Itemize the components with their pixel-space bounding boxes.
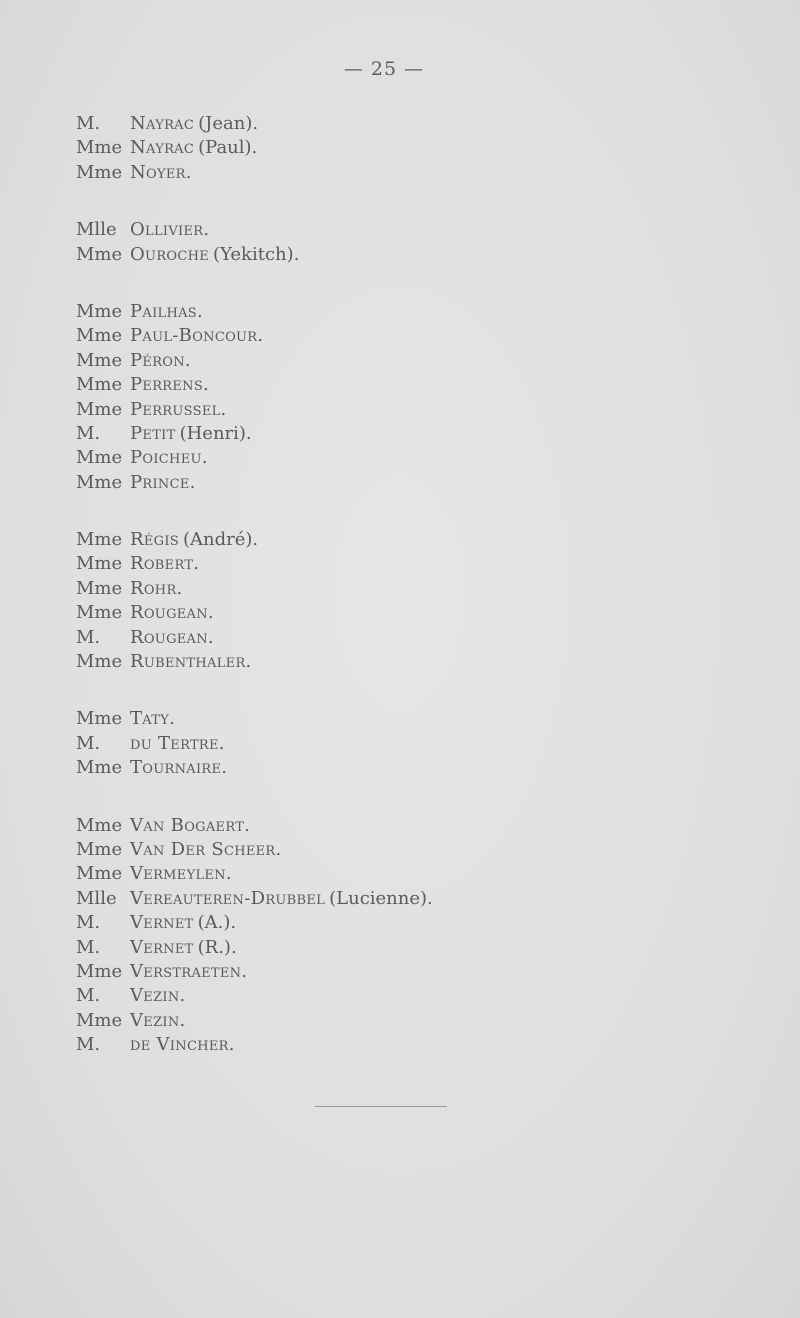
list-entry [76, 528, 776, 552]
entry-surname: Taty. [130, 708, 176, 730]
list-entry [76, 984, 776, 1008]
entry-surname: Van Der Scheer. [130, 838, 282, 860]
entry-title: M. [76, 626, 101, 648]
entry-given-name: (Paul). [198, 137, 258, 159]
name-group [76, 814, 776, 1058]
entry-surname: Petit [130, 422, 176, 444]
list-entry [76, 707, 776, 731]
group-spacer [76, 495, 776, 528]
entry-title: Mme [76, 325, 123, 347]
entry-title: Mme [76, 708, 123, 730]
entry-title: Mme [76, 349, 123, 371]
entry-title: M. [76, 732, 101, 754]
entry-given-name: (André). [182, 529, 259, 551]
entry-surname: Nayrac [130, 137, 195, 159]
entry-title: Mme [76, 960, 123, 982]
entry-title: Mme [76, 529, 123, 551]
entry-surname: Noyer. [130, 161, 192, 183]
entry-title: Mme [76, 814, 123, 836]
entry-surname: Verstraeten. [130, 960, 248, 982]
entry-title: M. [76, 936, 101, 958]
entry-title: Mme [76, 838, 123, 860]
list-entry [76, 960, 776, 984]
list-entry [76, 218, 776, 242]
group-spacer [76, 781, 776, 814]
name-group [76, 528, 776, 674]
entry-surname: Rougean. [130, 602, 214, 624]
entry-title: Mme [76, 757, 123, 779]
entry-title: Mlle [76, 219, 117, 241]
list-entry [76, 373, 776, 397]
entry-given-name: (A.). [197, 912, 237, 934]
list-entry [76, 936, 776, 960]
group-spacer [76, 674, 776, 707]
list-entry [76, 471, 776, 495]
entry-title: Mme [76, 602, 123, 624]
name-group [76, 707, 776, 780]
entry-given-name: (Yekitch). [213, 243, 300, 265]
entry-title: M. [76, 1034, 101, 1056]
entry-surname: Robert. [130, 553, 200, 575]
list-entry [76, 732, 776, 756]
entry-title: Mme [76, 243, 123, 265]
list-entry [76, 887, 776, 911]
member-list [76, 112, 776, 1058]
list-entry [76, 626, 776, 650]
entry-title: Mme [76, 651, 123, 673]
entry-surname: Perrens. [130, 374, 210, 396]
entry-title: M. [76, 113, 101, 134]
name-group [76, 112, 776, 185]
entry-surname: Rubenthaler. [130, 651, 252, 673]
entry-surname: Vezin. [130, 985, 186, 1007]
entry-surname: de Vincher. [130, 1034, 235, 1056]
entry-title: M. [76, 912, 101, 934]
entry-title: Mme [76, 471, 123, 493]
entry-surname: Vezin. [130, 1009, 186, 1031]
entry-surname: Ouroche [130, 243, 210, 265]
entry-title: M. [76, 985, 101, 1007]
entry-surname: Prince. [130, 471, 196, 493]
entry-title: Mme [76, 577, 123, 599]
entry-surname: Rohr. [130, 577, 183, 599]
entry-surname: Van Bogaert. [130, 814, 251, 836]
list-entry [76, 650, 776, 674]
group-spacer [76, 267, 776, 300]
list-entry [76, 349, 776, 373]
list-entry [76, 136, 776, 160]
entry-surname: Vermeylen. [130, 863, 232, 885]
entry-surname: Rougean. [130, 626, 214, 648]
list-entry [76, 300, 776, 324]
entry-title: Mme [76, 137, 123, 159]
entry-surname: Vereauteren-Drubbel [130, 887, 326, 909]
entry-title: Mme [76, 374, 123, 396]
entry-title: Mme [76, 863, 123, 885]
entry-title: Mme [76, 553, 123, 575]
entry-title: Mme [76, 300, 123, 322]
name-group [76, 300, 776, 495]
entry-title: Mme [76, 1009, 123, 1031]
entry-surname: Pailhas. [130, 300, 204, 322]
list-entry [76, 422, 776, 446]
list-entry [76, 398, 776, 422]
list-entry [76, 446, 776, 470]
entry-title: Mlle [76, 887, 117, 909]
end-rule [315, 1106, 447, 1107]
entry-given-name: (R.). [197, 936, 237, 958]
list-entry [76, 577, 776, 601]
entry-title: M. [76, 422, 101, 444]
list-entry [76, 161, 776, 185]
list-entry [76, 552, 776, 576]
entry-surname: Ollivier. [130, 219, 210, 241]
name-group [76, 218, 776, 267]
entry-title: Mme [76, 161, 123, 183]
entry-given-name: (Henri). [179, 422, 252, 444]
entry-title: Mme [76, 398, 123, 420]
entry-surname: Nayrac [130, 113, 195, 134]
list-entry [76, 814, 776, 838]
list-entry [76, 112, 776, 136]
entry-surname: Tournaire. [130, 757, 228, 779]
list-entry [76, 243, 776, 267]
page-number: — 25 — [343, 58, 425, 80]
entry-surname: Perrussel. [130, 398, 227, 420]
list-entry [76, 911, 776, 935]
list-entry [76, 862, 776, 886]
list-entry [76, 756, 776, 780]
entry-surname: Péron. [130, 349, 191, 371]
entry-surname: Vernet [130, 912, 194, 934]
entry-given-name: (Lucienne). [329, 887, 433, 909]
entry-surname: du Tertre. [130, 732, 225, 754]
entry-surname: Paul-Boncour. [130, 325, 264, 347]
list-entry [76, 1009, 776, 1033]
list-entry [76, 601, 776, 625]
entry-surname: Régis [130, 529, 179, 551]
entry-title: Mme [76, 447, 123, 469]
list-entry [76, 838, 776, 862]
list-entry [76, 1033, 776, 1057]
entry-given-name: (Jean). [198, 113, 259, 134]
group-spacer [76, 185, 776, 218]
list-entry [76, 324, 776, 348]
entry-surname: Poicheu. [130, 447, 208, 469]
entry-surname: Vernet [130, 936, 194, 958]
